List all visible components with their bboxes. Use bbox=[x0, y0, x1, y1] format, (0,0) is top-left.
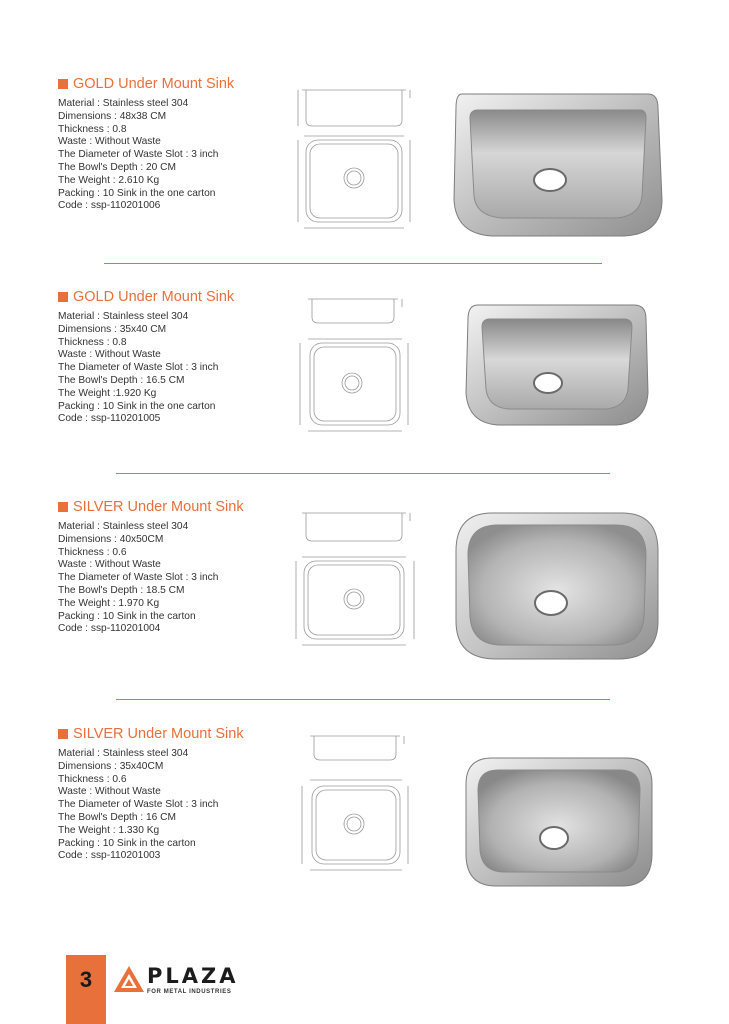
sink-photo bbox=[452, 509, 662, 663]
technical-drawing bbox=[290, 718, 430, 888]
spec-list bbox=[58, 311, 218, 426]
spec-waste-diameter: The Diameter of Waste Slot : 3 inch bbox=[58, 799, 219, 811]
spec-list bbox=[58, 521, 218, 636]
section-divider bbox=[116, 699, 610, 700]
title-square-icon bbox=[58, 292, 68, 302]
spec-weight: The Weight : 1.330 Kg bbox=[58, 824, 160, 836]
sink-photo bbox=[462, 301, 652, 431]
spec-list bbox=[58, 98, 218, 213]
spec-packing: Packing : 10 Sink in the carton bbox=[58, 610, 196, 622]
spec-dimensions: Dimensions : 35x40CM bbox=[58, 760, 164, 772]
brand-tagline: FOR METAL INDUSTRIES bbox=[147, 989, 232, 995]
spec-weight: The Weight :1.920 Kg bbox=[58, 387, 157, 399]
section-divider bbox=[116, 473, 610, 474]
spec-bowl-depth: The Bowl's Depth : 20 CM bbox=[58, 161, 177, 173]
technical-drawing bbox=[290, 491, 430, 661]
product-title: GOLD Under Mount Sink bbox=[58, 76, 234, 92]
brand-name: PLAZA bbox=[147, 964, 239, 988]
spec-code: Code : ssp-110201003 bbox=[58, 850, 161, 862]
spec-packing: Packing : 10 Sink in the carton bbox=[58, 837, 196, 849]
spec-dimensions: Dimensions : 40x50CM bbox=[58, 533, 164, 545]
spec-bowl-depth: The Bowl's Depth : 18.5 CM bbox=[58, 584, 185, 596]
sink-photo bbox=[462, 754, 656, 890]
spec-thickness: Thickness : 0.6 bbox=[58, 773, 127, 785]
product-title: SILVER Under Mount Sink bbox=[58, 499, 244, 515]
spec-code: Code : ssp-110201004 bbox=[58, 623, 161, 635]
spec-thickness: Thickness : 0.8 bbox=[58, 336, 127, 348]
spec-list bbox=[58, 748, 218, 863]
spec-material: Material : Stainless steel 304 bbox=[58, 748, 189, 759]
spec-dimensions: Dimensions : 48x38 CM bbox=[58, 110, 167, 122]
spec-packing: Packing : 10 Sink in the one carton bbox=[58, 400, 216, 412]
spec-weight: The Weight : 2.610 Kg bbox=[58, 174, 160, 186]
spec-material: Material : Stainless steel 304 bbox=[58, 521, 189, 532]
spec-bowl-depth: The Bowl's Depth : 16.5 CM bbox=[58, 374, 185, 386]
spec-waste: Waste : Without Waste bbox=[58, 349, 161, 361]
spec-packing: Packing : 10 Sink in the one carton bbox=[58, 187, 216, 199]
product-title: SILVER Under Mount Sink bbox=[58, 726, 244, 742]
title-square-icon bbox=[58, 502, 68, 512]
spec-material: Material : Stainless steel 304 bbox=[58, 311, 189, 322]
section-divider bbox=[104, 263, 602, 264]
spec-waste: Waste : Without Waste bbox=[58, 559, 161, 571]
spec-waste: Waste : Without Waste bbox=[58, 136, 161, 148]
spec-bowl-depth: The Bowl's Depth : 16 CM bbox=[58, 811, 177, 823]
page-number: 3 bbox=[66, 955, 106, 1024]
spec-waste-diameter: The Diameter of Waste Slot : 3 inch bbox=[58, 149, 219, 161]
title-square-icon bbox=[58, 729, 68, 739]
spec-waste-diameter: The Diameter of Waste Slot : 3 inch bbox=[58, 572, 219, 584]
spec-code: Code : ssp-110201006 bbox=[58, 200, 161, 212]
spec-thickness: Thickness : 0.6 bbox=[58, 546, 127, 558]
spec-waste-diameter: The Diameter of Waste Slot : 3 inch bbox=[58, 362, 219, 374]
spec-material: Material : Stainless steel 304 bbox=[58, 98, 189, 109]
technical-drawing bbox=[290, 281, 430, 451]
technical-drawing bbox=[290, 68, 430, 238]
title-square-icon bbox=[58, 79, 68, 89]
spec-thickness: Thickness : 0.8 bbox=[58, 123, 127, 135]
spec-weight: The Weight : 1.970 Kg bbox=[58, 597, 160, 609]
product-title: GOLD Under Mount Sink bbox=[58, 289, 234, 305]
spec-code: Code : ssp-110201005 bbox=[58, 413, 161, 425]
spec-dimensions: Dimensions : 35x40 CM bbox=[58, 323, 167, 335]
spec-waste: Waste : Without Waste bbox=[58, 786, 161, 798]
sink-photo bbox=[448, 88, 670, 244]
plaza-logo-icon bbox=[112, 964, 146, 994]
